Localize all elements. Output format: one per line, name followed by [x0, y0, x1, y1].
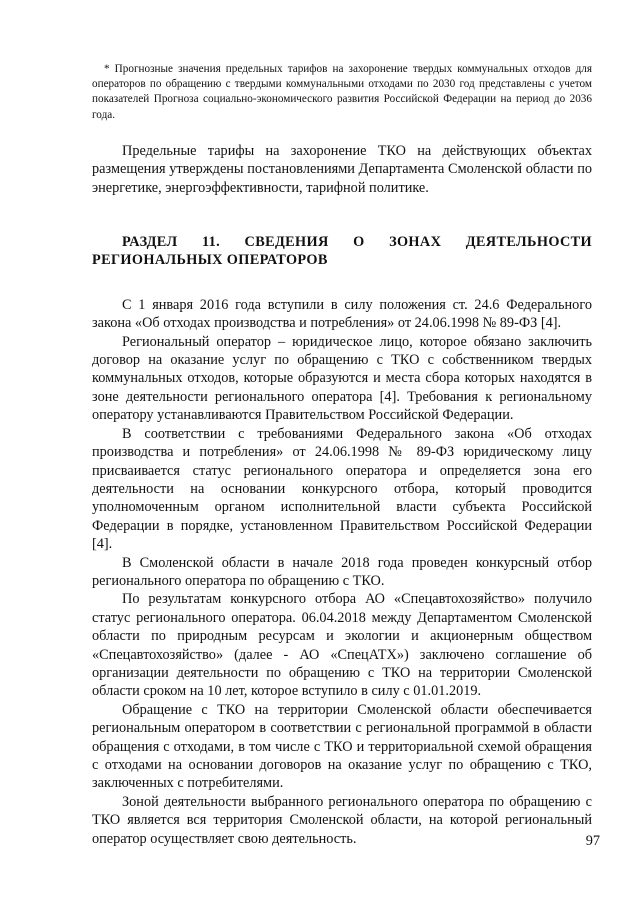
paragraph: В соответствии с требованиями Федерального закона «Об отходах производства и потребления» от 24.06.1998 № 89-ФЗ юридическому лицу присваивается статус регионального оператора и определяется зона его деятельности на основании конкурсного отбора, который проводится уполномоченным органом исполнительной власти субъекта Российской Федерации в порядке, установленном Правительством Российской Федерации [4]. — [92, 425, 592, 553]
paragraph: Региональный оператор – юридическое лицо, которое обязано заключить договор на оказание услуг по обращению с ТКО с собственником твердых коммунальных отходов, которые образуются и места сбора которых находятся в зоне деятельности регионального оператора [4]. Требования к региональному оператору устанавливаются Правительством Российской Федерации. — [92, 333, 592, 424]
paragraph: Зоной деятельности выбранного регионального оператора по обращению с ТКО является вся территория Смоленской области, на которой региональный оператор осуществляет свою деятельность. — [92, 793, 592, 847]
section-title: РАЗДЕЛ 11. СВЕДЕНИЯ О ЗОНАХ ДЕЯТЕЛЬНОСТИ РЕГИОНАЛЬНЫХ ОПЕРАТОРОВ — [92, 234, 592, 269]
paragraph: В Смоленской области в начале 2018 года проведен конкурсный отбор регионального оператора по обращению с ТКО. — [92, 554, 592, 589]
document-page — [92, 62, 592, 848]
footnote: * Прогнозные значения предельных тарифов на захоронение твердых коммунальных отходов для операторов по обращению с твердыми коммунальными отходами по 2030 год представлены с учетом показателей Прогноза социально-экономического развития Российской Федерации на период до 2036 года. — [92, 63, 592, 121]
paragraph: Обращение с ТКО на территории Смоленской области обеспечивается региональным оператором в соответствии с региональной программой в области обращения с отходами, в том числе с ТКО и территориальной схемой обращения с отходами на основании договоров на оказание услуг по обращению с ТКО, заключенных с потребителями. — [92, 701, 592, 792]
page-number: 97 — [585, 833, 600, 849]
paragraph: С 1 января 2016 года вступили в силу положения ст. 24.6 Федерального закона «Об отходах производства и потребления» от 24.06.1998 № 89-ФЗ [4]. — [92, 296, 592, 332]
paragraph: По результатам конкурсного отбора АО «Спецавтохозяйство» получило статус регионального оператора. 06.04.2018 между Департаментом Смоленской области по природным ресурсам и экологии и акционерным обществом «Спецавтохозяйство» (далее - АО «СпецАТХ») заключено соглашение об организации деятельности по обращению с ТКО на территории Смоленской области сроком на 10 лет, которое вступило в силу с 01.01.2019. — [92, 591, 592, 700]
intro-paragraph: Предельные тарифы на захоронение ТКО на действующих объектах размещения утверждены постановлениями Департамента Смоленской области по энергетике, энергоэффективности, тарифной политике. — [92, 142, 592, 196]
section-body — [92, 296, 592, 848]
